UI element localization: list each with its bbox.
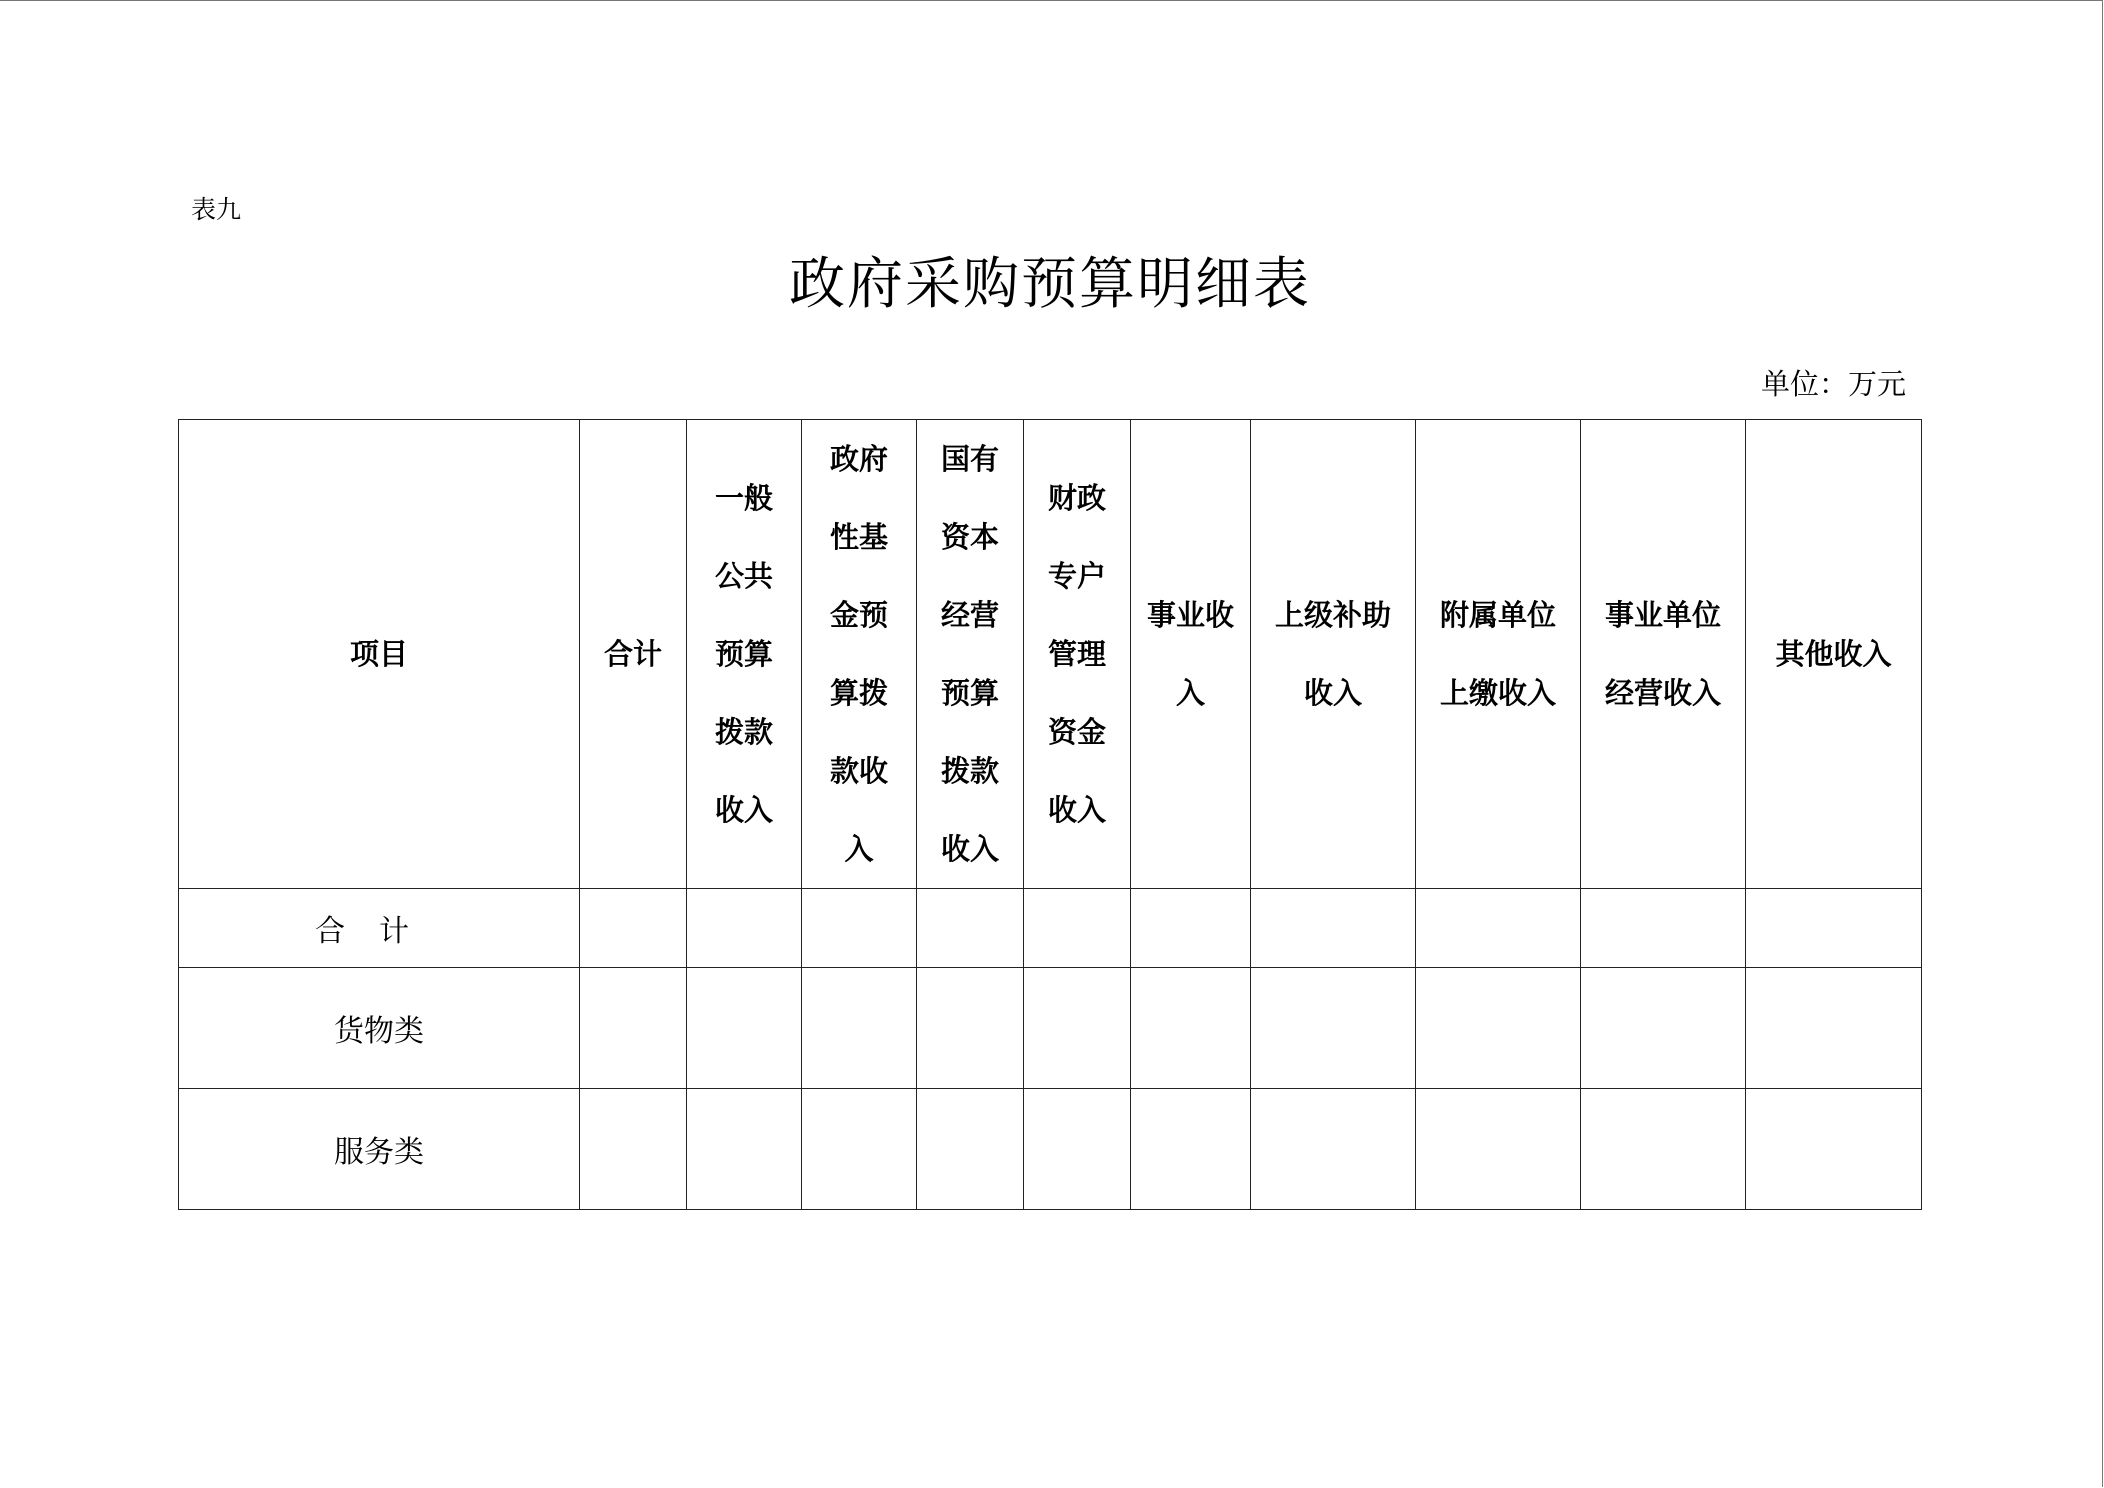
table-cell <box>1416 968 1581 1089</box>
table-cell <box>1746 889 1922 968</box>
table-cell <box>687 968 802 1089</box>
row-label: 货物类 <box>179 968 580 1089</box>
table-cell <box>917 968 1024 1089</box>
unit-label: 单位：万元 <box>1760 367 1906 401</box>
table-cell <box>1024 889 1131 968</box>
col-header-total: 合计 <box>580 420 687 889</box>
table-cell <box>1746 968 1922 1089</box>
table-cell <box>1416 1089 1581 1210</box>
col-header-special-account: 财政专户管理资金收入 <box>1024 420 1131 889</box>
table-cell <box>917 1089 1024 1210</box>
col-header-unit-operating: 事业单位经营收入 <box>1581 420 1746 889</box>
table-cell <box>802 1089 917 1210</box>
table-cell <box>1251 968 1416 1089</box>
table-cell <box>802 889 917 968</box>
table-cell <box>687 889 802 968</box>
col-header-item: 项目 <box>179 420 580 889</box>
table-number: 表九 <box>191 195 242 224</box>
table-cell <box>1131 1089 1251 1210</box>
col-header-general-budget: 一般公共预算拨款收入 <box>687 420 802 889</box>
page-title-text: 政府采购预算明细表 <box>789 252 1311 317</box>
table-cell <box>917 889 1024 968</box>
table-cell <box>580 889 687 968</box>
table-cell <box>1024 968 1131 1089</box>
col-header-business-income: 事业收入 <box>1131 420 1251 889</box>
col-header-state-capital: 国有资本经营预算拨款收入 <box>917 420 1024 889</box>
table-cell <box>1251 889 1416 968</box>
table-row-goods <box>179 968 1922 1089</box>
table-cell <box>1131 968 1251 1089</box>
table-row-services <box>179 1089 1922 1210</box>
col-header-gov-fund: 政府性基金预算拨款收入 <box>802 420 917 889</box>
header-row <box>179 420 1922 889</box>
col-header-affiliated-payment: 附属单位上缴收入 <box>1416 420 1581 889</box>
col-header-other-income: 其他收入 <box>1746 420 1922 889</box>
table-cell <box>1251 1089 1416 1210</box>
table-cell <box>1581 1089 1746 1210</box>
budget-table <box>178 419 1922 1210</box>
table-cell <box>687 1089 802 1210</box>
table-cell <box>580 1089 687 1210</box>
table-cell <box>802 968 917 1089</box>
table-cell <box>580 968 687 1089</box>
row-label: 服务类 <box>179 1089 580 1210</box>
table-cell <box>1746 1089 1922 1210</box>
table-cell <box>1581 968 1746 1089</box>
table-cell <box>1416 889 1581 968</box>
table-row-total <box>179 889 1922 968</box>
table-cell <box>1131 889 1251 968</box>
row-label: 合计 <box>179 889 580 968</box>
table-cell <box>1581 889 1746 968</box>
col-header-superior-subsidy: 上级补助收入 <box>1251 420 1416 889</box>
table-cell <box>1024 1089 1131 1210</box>
page-title <box>0 240 2104 320</box>
